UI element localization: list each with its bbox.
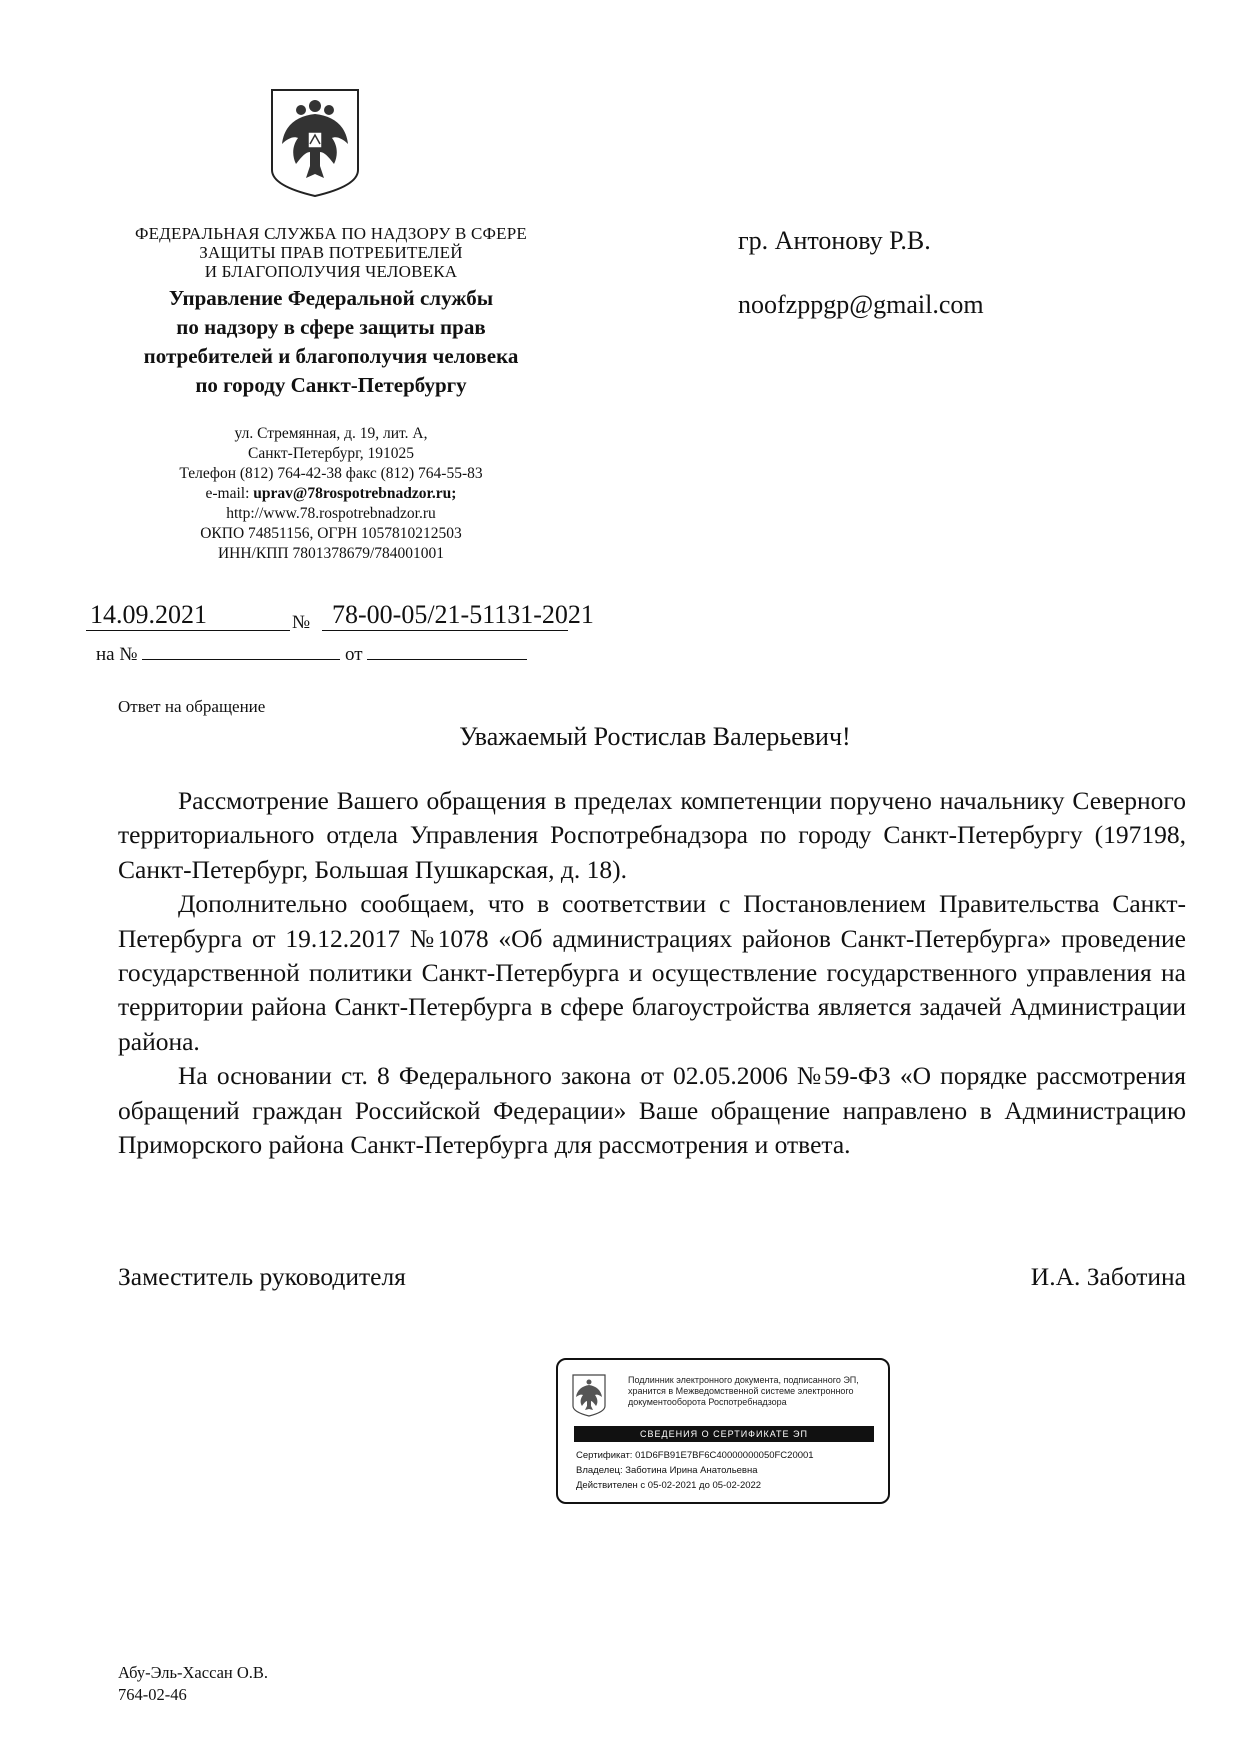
agency-name-caps xyxy=(86,224,576,281)
sender-contacts xyxy=(86,424,576,564)
stamp-header: СВЕДЕНИЯ О СЕРТИФИКАТЕ ЭП xyxy=(574,1426,874,1442)
executor-block xyxy=(118,1662,268,1706)
body-paragraph: Дополнительно сообщаем, что в соответствии с Постановлением Правительства Санкт-Петербурга от 19.12.2017 №1078 «Об администрациях районов Санкт-Петербурга» проведение государственной политики Санкт-Петербурга и осуществление государственного управления на территории района Санкт-Петербурга в сфере благоустройства является задачей Администрации района. xyxy=(118,889,1186,1056)
address-line: Санкт-Петербург, 191025 xyxy=(248,445,414,462)
coat-of-arms-emblem xyxy=(266,86,364,198)
sender-block xyxy=(86,224,576,564)
stamp-note-line: документооборота Роспотребнадзора xyxy=(628,1397,787,1407)
stamp-note xyxy=(628,1375,859,1408)
ref-date-blank xyxy=(367,643,527,660)
reference-line xyxy=(96,643,527,666)
signatory-role: Заместитель руководителя xyxy=(118,1262,406,1291)
recipient-name: гр. Антонову Р.В. xyxy=(738,226,931,255)
office-name-line: по городу Санкт-Петербургу xyxy=(195,373,467,397)
ref-from: от xyxy=(344,644,363,665)
body-paragraph: Рассмотрение Вашего обращения в пределах компетенции поручено начальнику Северного территориального отдела Управления Роспотребнадзора по городу Санкт-Петербургу (197198, Санкт-Петербург, Большая Пушкарская, д. 18). xyxy=(118,786,1186,884)
office-name xyxy=(86,284,576,400)
office-name-line: по надзору в сфере защиты прав xyxy=(176,315,486,339)
office-name-line: Управление Федеральной службы xyxy=(168,286,494,310)
certificate-validity: Действителен с 05-02-2021 до 05-02-2022 xyxy=(576,1480,762,1491)
email-value: uprav@78rospotrebnadzor.ru; xyxy=(253,485,457,502)
stamp-note-line: хранится в Межведомственной системе электронного xyxy=(628,1386,854,1396)
certificate-number: Сертификат: 01D6FB91E7BF6C40000000050FC20001 xyxy=(576,1450,814,1461)
agency-caps-line: ЗАЩИТЫ ПРАВ ПОТРЕБИТЕЛЕЙ xyxy=(199,243,463,262)
sender-email xyxy=(86,484,576,504)
ref-prefix: на № xyxy=(96,644,138,665)
signatory-name: И.А. Заботина xyxy=(1030,1262,1186,1291)
executor-name: Абу-Эль-Хассан О.В. xyxy=(118,1663,269,1682)
agency-caps-line: И БЛАГОПОЛУЧИЯ ЧЕЛОВЕКА xyxy=(204,262,458,281)
okpo-ogrn: ОКПО 74851156, ОГРН 1057810212503 xyxy=(200,525,462,542)
salutation: Уважаемый Ростислав Валерьевич! xyxy=(459,722,851,751)
executor-phone: 764-02-46 xyxy=(118,1685,187,1704)
letter-body xyxy=(118,784,1186,1162)
office-name-line: потребителей и благополучия человека xyxy=(143,344,519,368)
recipient-email: noofzppgp@gmail.com xyxy=(738,290,984,319)
stamp-note-line: Подлинник электронного документа, подписанного ЭП, xyxy=(628,1375,859,1385)
stamp-certificate-info xyxy=(576,1448,814,1493)
registration-number: 78-00-05/21-51131-2021 xyxy=(322,600,568,631)
agency-caps-line: ФЕДЕРАЛЬНАЯ СЛУЖБА ПО НАДЗОРУ В СФЕРЕ xyxy=(134,224,528,243)
stamp-emblem-icon xyxy=(570,1372,608,1418)
subject-line: Ответ на обращение xyxy=(118,697,266,716)
ref-number-blank xyxy=(142,643,340,660)
email-label: e-mail: xyxy=(205,485,254,502)
body-paragraph: На основании ст. 8 Федерального закона от 02.05.2006 №59-ФЗ «О порядке рассмотрения обращений граждан Российской Федерации» Ваше обращение направлено в Администрацию Приморского района Санкт-Петербурга для рассмотрения и ответа. xyxy=(118,1061,1186,1160)
recipient-block xyxy=(738,226,984,320)
certificate-owner: Владелец: Заботина Ирина Анатольевна xyxy=(576,1465,758,1476)
number-sign: № xyxy=(292,612,311,633)
inn-kpp: ИНН/КПП 7801378679/784001001 xyxy=(217,545,445,562)
phone-fax: Телефон (812) 764-42-38 факс (812) 764-55-83 xyxy=(179,465,483,482)
e-signature-stamp xyxy=(556,1358,890,1504)
address-line: ул. Стремянная, д. 19, лит. А, xyxy=(234,425,428,442)
registration-date: 14.09.2021 xyxy=(86,600,290,631)
website: http://www.78.rospotrebnadzor.ru xyxy=(226,505,436,522)
